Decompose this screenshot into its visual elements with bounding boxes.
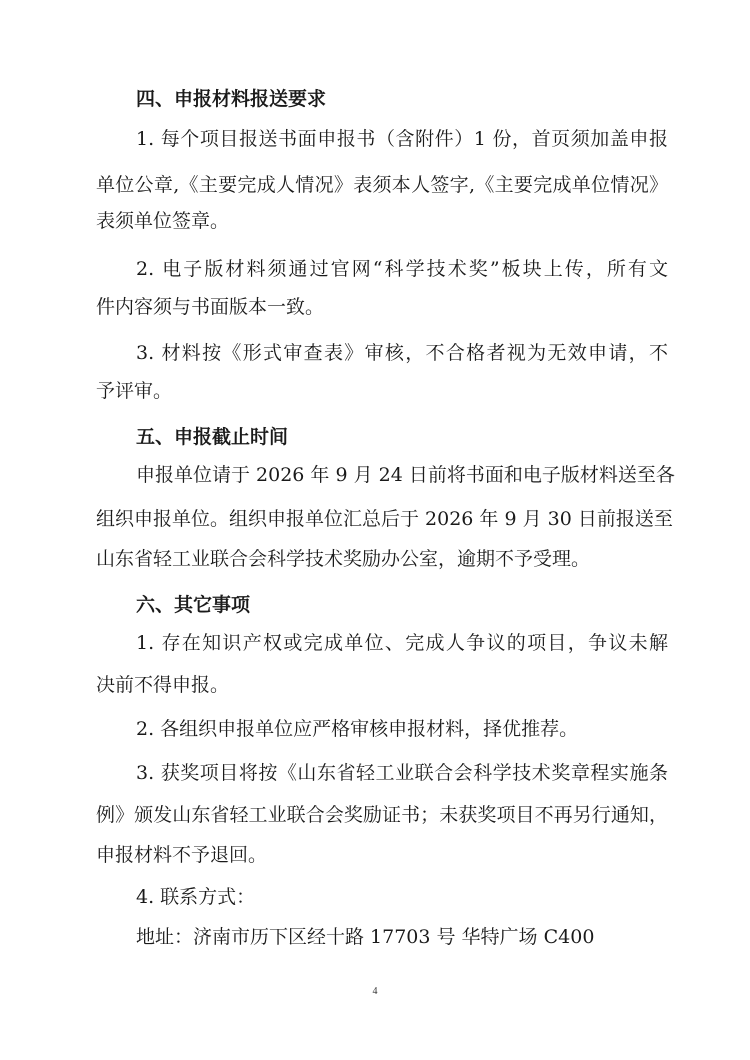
section-6-item-1-line-1: 1. 存在知识产权或完成单位、完成人争议的项目，争议未解 bbox=[136, 632, 668, 654]
section-5-line-3: 山东省轻工业联合会科学技术奖励办公室，逾期不予受理。 bbox=[96, 548, 591, 570]
section-4-item-1-line-2: 单位公章,《主要完成人情况》表须本人签字,《主要完成单位情况》 bbox=[96, 174, 668, 196]
section-4-item-3-line-1: 3. 材料按《形式审查表》审核，不合格者视为无效申请，不 bbox=[136, 342, 668, 364]
page-number: 4 bbox=[372, 986, 378, 997]
section-4-item-2-line-1: 2. 电子版材料须通过官网“科学技术奖”板块上传，所有文 bbox=[136, 258, 668, 280]
contact-address: 地址：济南市历下区经十路 17703 号 华特广场 C400 bbox=[136, 926, 595, 948]
section-6-item-4-line-1: 4. 联系方式： bbox=[136, 886, 256, 908]
section-6-item-3-line-2: 例》颁发山东省轻工业联合会奖励证书；未获奖项目不再另行通知， bbox=[96, 804, 668, 826]
section-6-item-1-line-2: 决前不得申报。 bbox=[96, 674, 230, 696]
section-5-heading: 五、申报截止时间 bbox=[136, 426, 289, 448]
section-4-item-2-line-2: 件内容须与书面版本一致。 bbox=[96, 296, 325, 318]
section-5-line-2: 组织申报单位。组织申报单位汇总后于 2026 年 9 月 30 日前报送至 bbox=[96, 508, 673, 530]
section-4-heading: 四、申报材料报送要求 bbox=[136, 88, 327, 110]
section-5-line-1: 申报单位请于 2026 年 9 月 24 日前将书面和电子版材料送至各 bbox=[136, 464, 675, 486]
section-6-heading: 六、其它事项 bbox=[136, 594, 251, 616]
section-4-item-1-line-3: 表须单位签章。 bbox=[96, 210, 230, 232]
section-6-item-3-line-3: 申报材料不予退回。 bbox=[96, 844, 268, 866]
section-4-item-1-line-1: 1. 每个项目报送书面申报书（含附件）1 份，首页须加盖申报 bbox=[136, 128, 668, 150]
section-6-item-2-line-1: 2. 各组织申报单位应严格审核申报材料，择优推荐。 bbox=[136, 718, 579, 740]
section-4-item-3-line-2: 予评审。 bbox=[96, 380, 173, 402]
section-6-item-3-line-1: 3. 获奖项目将按《山东省轻工业联合会科学技术奖章程实施条 bbox=[136, 762, 668, 784]
